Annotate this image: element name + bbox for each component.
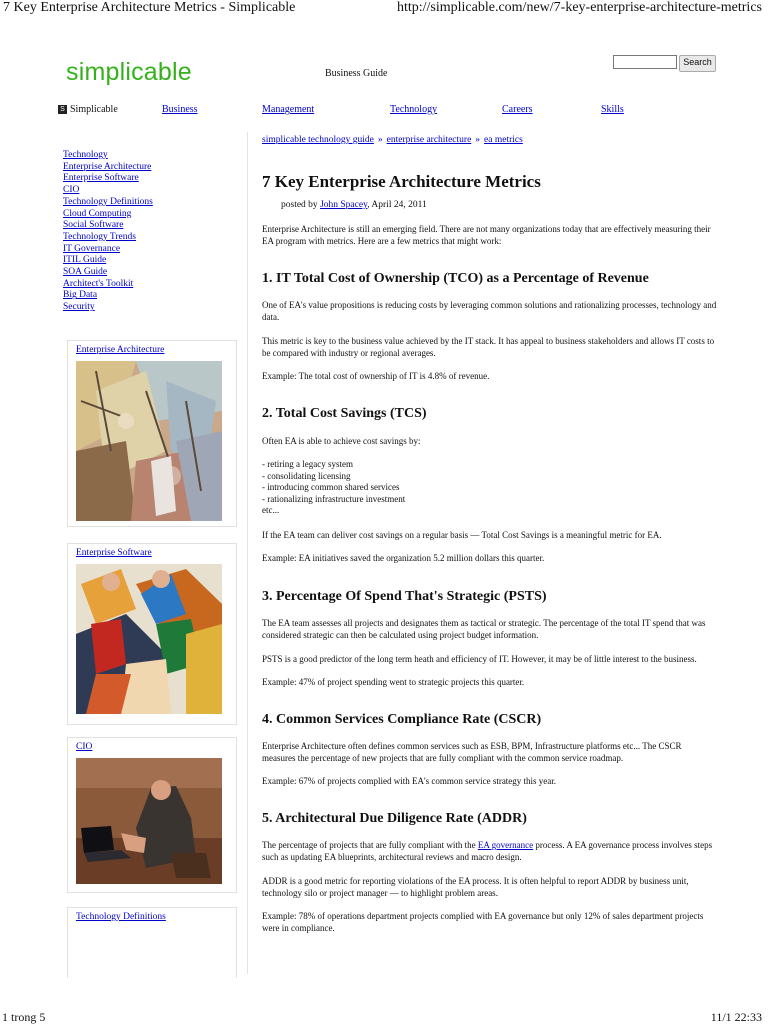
print-page-title: 7 Key Enterprise Architecture Metrics - Simplicable (3, 0, 296, 15)
bullet-list (262, 459, 717, 517)
paragraph: Example: 78% of operations department projects complied with EA governance but only 12% of sales department projects were in compliance. (262, 911, 704, 933)
paragraph: PSTS is a good predictor of the long term heath and efficiency of IT. However, it may be of little interest to the business. (262, 654, 697, 664)
sidebar-link-technology-trends[interactable]: Technology Trends (63, 231, 136, 242)
nav-management[interactable]: Management (262, 104, 315, 115)
nav-skills[interactable]: Skills (601, 104, 624, 115)
nav-technology[interactable]: Technology (390, 104, 438, 115)
sidebar-link-architects-toolkit[interactable]: Architect's Toolkit (63, 278, 134, 289)
paragraph: Enterprise Architecture often defines common services such as ESB, BPM, Infrastructure platforms etc... The CSCR measures the percentage of new projects that are fully compliant with the common service roadmap. (262, 741, 682, 763)
ea-governance-link[interactable]: EA governance (477, 840, 534, 850)
sidebar-link-cio[interactable]: CIO (63, 185, 80, 196)
site-logo[interactable]: simplicable (66, 58, 192, 86)
paragraph-text: The percentage of projects that are fully compliant with the (262, 840, 478, 850)
sidebar-link-big-data[interactable]: Big Data (63, 290, 98, 301)
paragraph: Example: The total cost of ownership of IT is 4.8% of revenue. (262, 371, 490, 381)
sidebar-card-enterprise-software[interactable] (67, 543, 237, 725)
cubist-workers-painting-image[interactable] (76, 564, 222, 714)
byline-date: , April 24, 2011 (367, 200, 427, 210)
sidebar-links (63, 150, 153, 314)
paragraph: ADDR is a good metric for reporting violations of the EA process. It is often helpful to report ADDR by business unit, technology silo or project manager — to highlight problem areas. (262, 876, 689, 898)
section-heading: 4. Common Services Compliance Rate (CSCR) (262, 712, 542, 727)
sidebar-link-it-governance[interactable]: IT Governance (63, 243, 121, 254)
paragraph: One of EA's value propositions is reducing costs by leveraging common solutions and rationalizing processes, technology and data. (262, 300, 717, 322)
site-tagline: Business Guide (325, 68, 388, 79)
search-input[interactable] (613, 55, 677, 69)
list-item: - introducing common shared services (262, 482, 400, 492)
sidebar-link-soa-guide[interactable]: SOA Guide (63, 267, 108, 278)
byline-prefix: posted by (281, 200, 318, 210)
sidebar-link-social-software[interactable]: Social Software (63, 220, 124, 231)
breadcrumb-item[interactable]: enterprise architecture (386, 135, 472, 145)
paragraph: Often EA is able to achieve cost savings by: (262, 436, 421, 446)
sidebar-card-technology-definitions[interactable] (67, 907, 237, 978)
paragraph-text: process. A EA governance process involves steps such as updating EA blueprints, architectural reviews and macro design. (262, 840, 713, 862)
section-heading: 3. Percentage Of Spend That's Strategic (PSTS) (262, 589, 547, 604)
breadcrumb-separator: » (475, 135, 481, 145)
breadcrumb-separator: » (377, 135, 383, 145)
section-heading: 1. IT Total Cost of Ownership (TCO) as a Percentage of Revenue (262, 271, 649, 286)
sidebar-link-technology[interactable]: Technology (63, 150, 108, 160)
paragraph: This metric is key to the business value achieved by the IT stack. It has appeal to business stakeholders and allows IT costs to be compared with industry or regional averages. (262, 336, 715, 358)
byline (281, 200, 427, 210)
list-item: - retiring a legacy system (262, 459, 353, 469)
simplicable-logo-icon: S (58, 105, 67, 114)
futurist-street-painting-image[interactable] (76, 361, 222, 521)
print-datetime: 11/1 22:33 (710, 1010, 762, 1024)
nav-brand-label: Simplicable (70, 104, 118, 115)
author-link[interactable]: John Spacey (320, 200, 368, 210)
card-title[interactable]: Technology Definitions (76, 912, 166, 922)
section-heading: 5. Architectural Due Diligence Rate (ADDR) (262, 811, 527, 826)
card-title[interactable]: Enterprise Architecture (76, 345, 165, 355)
nav-careers[interactable]: Careers (502, 104, 533, 115)
print-page-url: http://simplicable.com/new/7-key-enterprise-architecture-metrics (396, 0, 762, 15)
paragraph: Example: 47% of project spending went to strategic projects this quarter. (262, 677, 525, 687)
sidebar-link-itil-guide[interactable]: ITIL Guide (63, 255, 107, 266)
sidebar-link-technology-definitions[interactable]: Technology Definitions (63, 196, 153, 207)
sidebar-link-security[interactable]: Security (63, 302, 95, 313)
breadcrumb-item[interactable]: simplicable technology guide (262, 135, 374, 145)
search-button[interactable]: Search (679, 55, 716, 72)
section-heading: 2. Total Cost Savings (TCS) (262, 406, 427, 421)
sidebar-card-cio[interactable] (67, 737, 237, 893)
paragraph (262, 840, 717, 863)
sidebar-link-cloud-computing[interactable]: Cloud Computing (63, 208, 132, 219)
list-item: - rationalizing infrastructure investment (262, 493, 406, 504)
sidebar-card-enterprise-architecture[interactable] (67, 340, 237, 527)
sidebar-divider (247, 132, 248, 974)
nav-brand[interactable] (58, 104, 118, 115)
card-title[interactable]: CIO (76, 742, 93, 752)
intro-paragraph: Enterprise Architecture is still an emerging field. There are not many organizations today that are effectively measuring their EA program with metrics. Here are a few metrics that might work: (262, 224, 711, 246)
paragraph: Example: 67% of projects complied with EA's common service strategy this year. (262, 776, 557, 786)
sidebar-link-enterprise-architecture[interactable]: Enterprise Architecture (63, 161, 152, 172)
man-with-laptop-painting-image[interactable] (76, 758, 222, 884)
breadcrumb-item[interactable]: ea metrics (484, 135, 523, 145)
page-title: 7 Key Enterprise Architecture Metrics (262, 172, 541, 191)
paragraph: If the EA team can deliver cost savings on a regular basis — Total Cost Savings is a meaningful metric for EA. (262, 530, 662, 540)
list-item: etc... (262, 505, 280, 515)
nav-business[interactable]: Business (162, 104, 198, 115)
paragraph: Example: EA initiatives saved the organization 5.2 million dollars this quarter. (262, 553, 545, 563)
paragraph: The EA team assesses all projects and designates them as tactical or strategic. The percentage of the total IT spend that was considered strategic can then be calculated using project budget information. (262, 618, 706, 640)
card-title[interactable]: Enterprise Software (76, 548, 152, 558)
sidebar-link-enterprise-software[interactable]: Enterprise Software (63, 173, 139, 184)
print-page-number: 1 trong 5 (2, 1010, 46, 1024)
breadcrumb (262, 135, 523, 145)
list-item: - consolidating licensing (262, 470, 351, 481)
